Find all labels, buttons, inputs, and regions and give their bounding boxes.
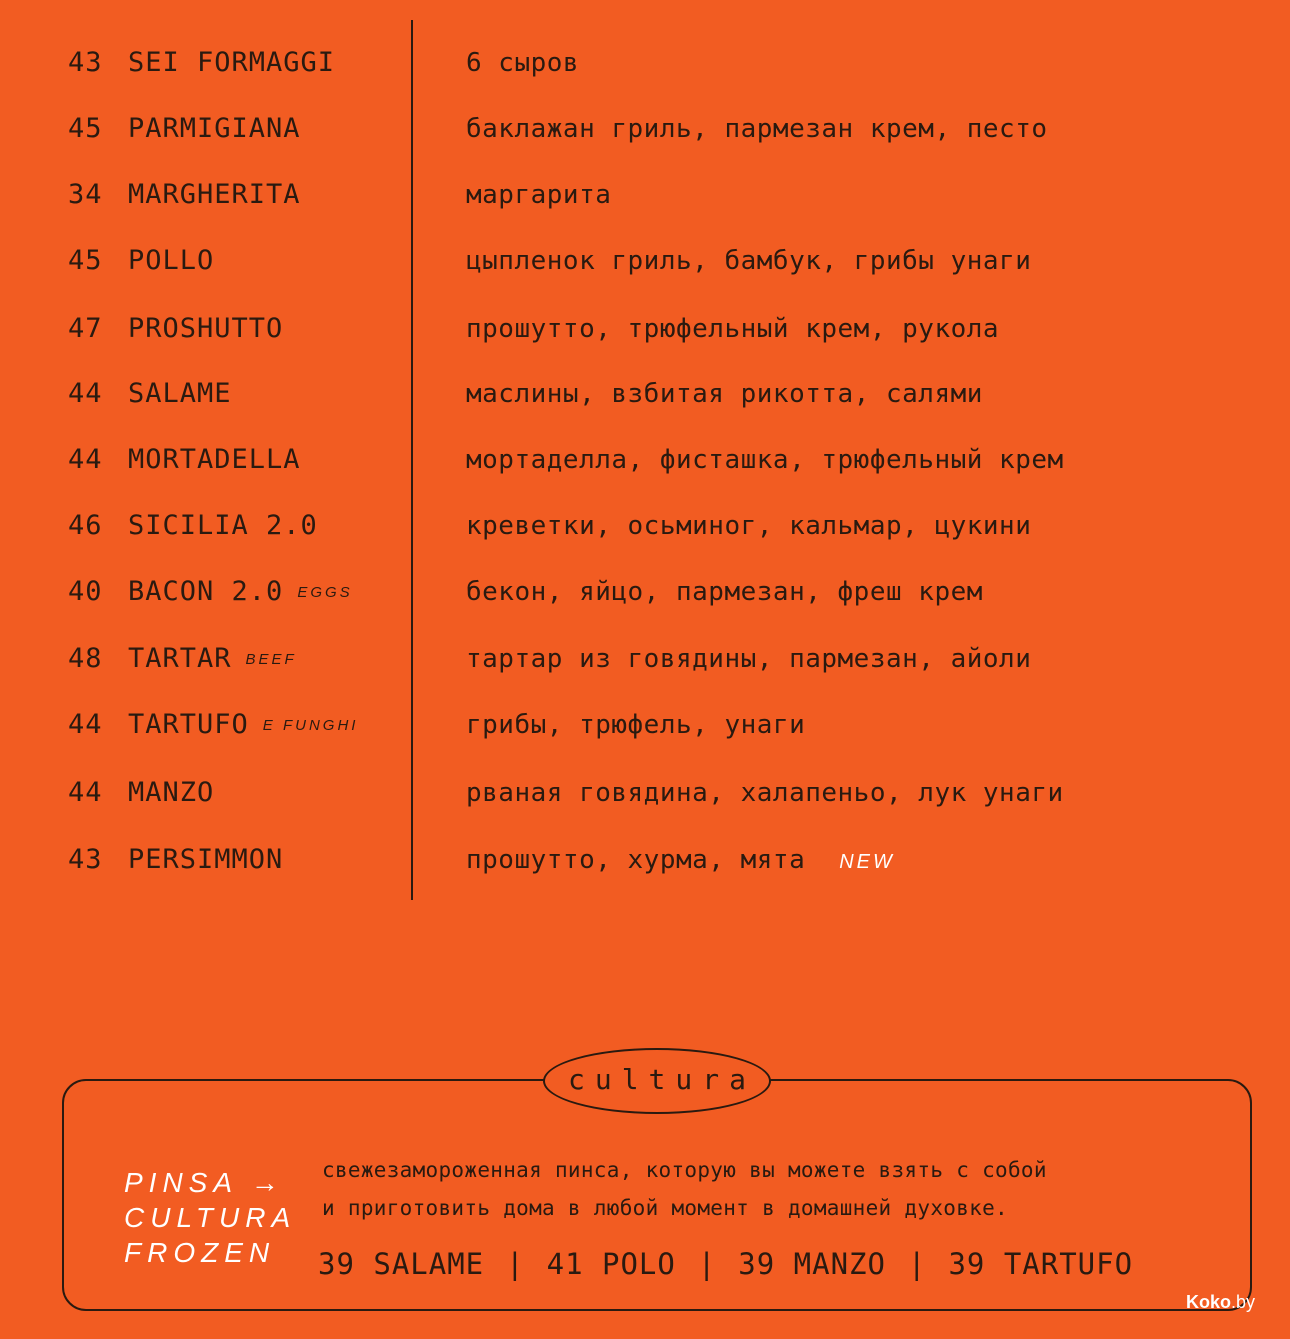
menu-item-description: баклажан гриль, пармезан крем, песто xyxy=(466,114,1048,144)
menu-item xyxy=(0,639,1290,679)
column-divider xyxy=(411,20,413,900)
menu-item-name: PROSHUTTO xyxy=(128,313,284,344)
menu-item-description: 6 сыров xyxy=(466,48,580,78)
menu-item-description: креветки, осьминог, кальмар, цукини xyxy=(466,511,1032,541)
menu-item xyxy=(0,241,1290,281)
menu-item-name: TARTUFO E FUNGHI xyxy=(128,709,359,740)
menu-item-name: PERSIMMON xyxy=(128,844,284,875)
watermark-suffix: .by xyxy=(1231,1292,1256,1312)
price-separator: | xyxy=(697,1247,717,1281)
menu-item-name: BACON 2.0 EGGS xyxy=(128,576,353,607)
menu-item-name: SICILIA 2.0 xyxy=(128,510,318,541)
menu-item-description: рваная говядина, халапеньо, лук унаги xyxy=(466,778,1064,808)
menu-item-description: прошутто, хурма, мята NEW xyxy=(466,845,895,875)
menu-item-description: мортаделла, фисташка, трюфельный крем xyxy=(466,445,1064,475)
frozen-handwritten-label xyxy=(124,1165,296,1270)
handwritten-note: BEEF xyxy=(245,650,297,668)
frozen-price-item: 39 TARTUFO xyxy=(948,1247,1134,1281)
menu-item-description: тартар из говядины, пармезан, айоли xyxy=(466,644,1032,674)
frozen-price-item: 39 MANZO xyxy=(738,1247,886,1281)
menu-item-price: 44 xyxy=(68,709,103,740)
menu-item-price: 43 xyxy=(68,47,103,78)
menu-item-price: 45 xyxy=(68,113,103,144)
menu-item xyxy=(0,309,1290,349)
menu-item-price: 34 xyxy=(68,179,103,210)
menu-item xyxy=(0,43,1290,83)
menu-item-name: MANZO xyxy=(128,777,215,808)
menu-item xyxy=(0,440,1290,480)
menu-item-price: 44 xyxy=(68,777,103,808)
menu-item-price: 47 xyxy=(68,313,103,344)
menu-item-name: MORTADELLA xyxy=(128,444,301,475)
price-separator: | xyxy=(506,1247,525,1281)
price-separator: | xyxy=(907,1247,927,1281)
menu-item-description: цыпленок гриль, бамбук, грибы унаги xyxy=(466,246,1032,276)
menu-item-price: 45 xyxy=(68,245,103,276)
menu-item-price: 46 xyxy=(68,510,103,541)
menu-item xyxy=(0,175,1290,215)
menu-item-price: 44 xyxy=(68,444,103,475)
menu-item xyxy=(0,506,1290,546)
menu-item-description: маргарита xyxy=(466,180,612,210)
menu-item xyxy=(0,374,1290,414)
hand-label-line: PINSA → xyxy=(124,1167,285,1198)
brand-logo: cultura xyxy=(543,1048,771,1114)
menu-item-name: TARTAR BEEF xyxy=(128,643,297,674)
frozen-price-list xyxy=(318,1244,1133,1284)
menu-item-price: 48 xyxy=(68,643,103,674)
handwritten-note: E FUNGHI xyxy=(262,716,359,734)
menu-item-name: POLLO xyxy=(128,245,215,276)
menu-item-name: MARGHERITA xyxy=(128,179,301,210)
frozen-description-line: и приготовить дома в любой момент в домашней духовке. xyxy=(322,1196,1008,1220)
frozen-description-line: свежезамороженная пинса, которую вы можете взять с собой xyxy=(322,1158,1047,1182)
menu-item-price: 40 xyxy=(68,576,103,607)
menu-item xyxy=(0,773,1290,813)
menu-item-price: 43 xyxy=(68,844,103,875)
menu-item-description: бекон, яйцо, пармезан, фреш крем xyxy=(466,577,983,607)
menu-item-description: маслины, взбитая рикотта, салями xyxy=(466,379,983,409)
menu-item-name: SEI FORMAGGI xyxy=(128,47,336,78)
new-badge: NEW xyxy=(839,851,895,873)
menu-item-price: 44 xyxy=(68,378,103,409)
watermark xyxy=(1186,1292,1255,1313)
frozen-price-item: 41 POLO xyxy=(546,1247,676,1281)
menu-item xyxy=(0,840,1290,880)
menu-item xyxy=(0,109,1290,149)
frozen-price-item: 39 SALAME xyxy=(318,1247,485,1281)
hand-label-line: FROZEN xyxy=(124,1237,276,1268)
menu-item-description: грибы, трюфель, унаги xyxy=(466,710,806,740)
hand-label-line: CULTURA xyxy=(124,1202,297,1233)
menu-item-name: SALAME xyxy=(128,378,232,409)
menu-item-description: прошутто, трюфельный крем, рукола xyxy=(466,314,1000,344)
menu-item-name: PARMIGIANA xyxy=(128,113,301,144)
menu-item xyxy=(0,705,1290,745)
menu-item xyxy=(0,572,1290,612)
watermark-brand: Koko xyxy=(1186,1292,1231,1312)
handwritten-note: EGGS xyxy=(297,583,353,601)
